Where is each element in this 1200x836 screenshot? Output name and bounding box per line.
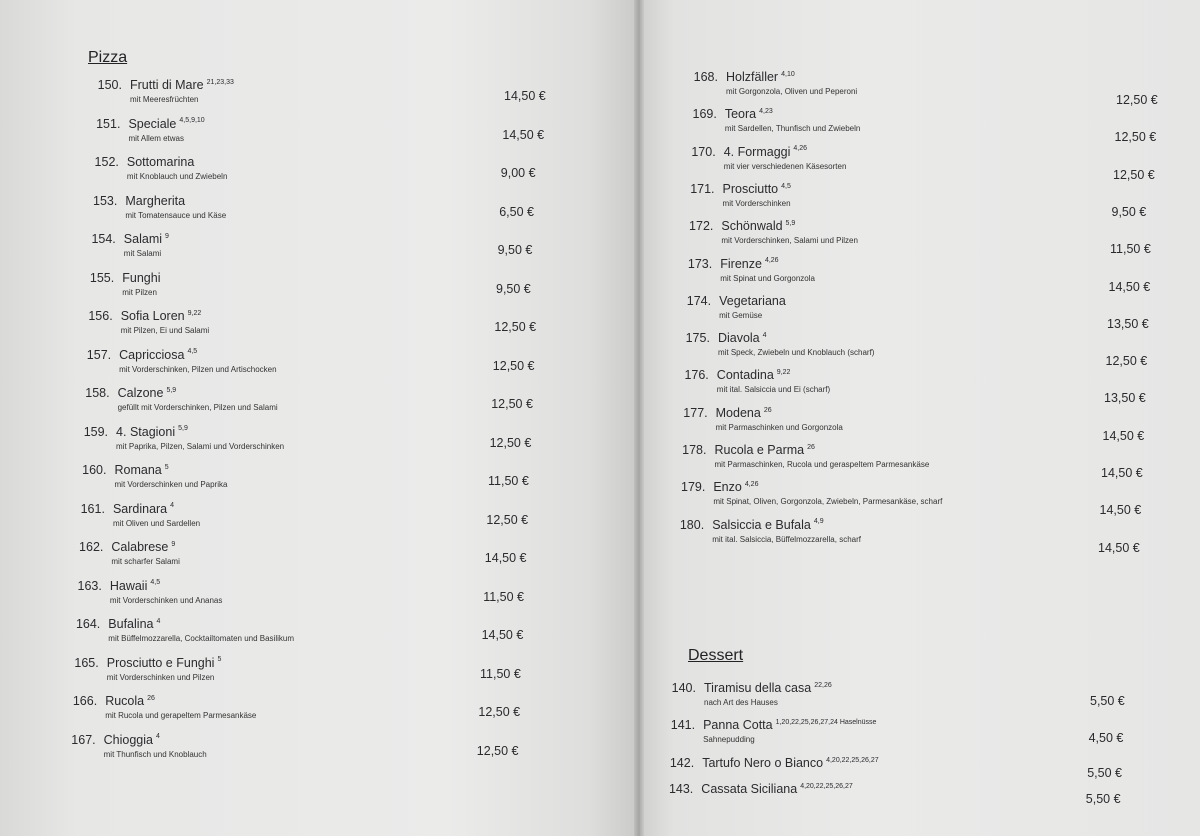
item-price: 13,50 € bbox=[1104, 391, 1146, 406]
item-number: 175. bbox=[685, 331, 710, 346]
item-name: Panna Cotta bbox=[703, 718, 773, 732]
menu-item bbox=[651, 782, 852, 798]
item-name: Sofia Loren bbox=[120, 309, 185, 323]
item-description: mit Sardellen, Thunfisch und Zwiebeln bbox=[724, 124, 861, 134]
item-name: Calabrese bbox=[111, 540, 169, 554]
allergen-codes: 5,9 bbox=[785, 220, 796, 228]
item-name: Schönwald bbox=[721, 219, 783, 234]
item-description: mit Meeresfrüchten bbox=[130, 95, 199, 104]
item-line bbox=[74, 232, 169, 248]
item-number: 156. bbox=[88, 309, 113, 323]
menu-item bbox=[69, 348, 276, 374]
item-description: mit Pilzen bbox=[122, 287, 157, 297]
item-description: mit ital. Salsiccia, Büffelmozzarella, scharf bbox=[712, 534, 861, 544]
item-description: mit Paprika, Pilzen, Salami und Vorderschinken bbox=[116, 441, 285, 451]
item-price: 12,50 € bbox=[491, 397, 533, 411]
item-number: 163. bbox=[77, 578, 102, 593]
item-number: 166. bbox=[72, 694, 98, 708]
item-description: mit Speck, Zwiebeln und Knoblauch (scharf) bbox=[717, 348, 875, 358]
item-name: Hawaii bbox=[109, 578, 148, 593]
item-line bbox=[662, 518, 861, 534]
item-price: 12,50 € bbox=[1114, 130, 1157, 145]
item-number: 178. bbox=[682, 443, 707, 457]
item-line bbox=[652, 756, 878, 772]
item-price: 12,50 € bbox=[478, 705, 521, 719]
item-price: 9,50 € bbox=[497, 243, 533, 257]
allergen-codes: 21,23,33 bbox=[206, 78, 234, 86]
item-description: mit ital. Salsiccia und Ei (scharf) bbox=[716, 385, 831, 395]
item-line bbox=[651, 782, 852, 798]
item-name: Rucola bbox=[105, 694, 145, 708]
menu-item bbox=[667, 368, 830, 394]
item-description: mit Vorderschinken, Pilzen und Artischocken bbox=[119, 364, 277, 374]
allergen-codes: 5 bbox=[217, 656, 222, 664]
item-description: mit Parmaschinken, Rucola und geraspeltem Parmesankäse bbox=[714, 460, 930, 469]
menu-item bbox=[75, 194, 226, 220]
item-line bbox=[61, 540, 179, 556]
item-description: mit Tomatensauce und Käse bbox=[125, 210, 227, 220]
allergen-codes: 4,26 bbox=[764, 257, 779, 265]
item-name: Calzone bbox=[117, 386, 164, 400]
menu-item bbox=[58, 617, 294, 643]
item-description: mit Allem etwas bbox=[128, 133, 185, 143]
item-name: Rucola e Parma bbox=[714, 443, 805, 457]
item-name: Tiramisu della casa bbox=[704, 681, 812, 695]
item-number: 141. bbox=[670, 718, 696, 732]
item-number: 161. bbox=[80, 501, 105, 516]
menu-item bbox=[665, 443, 930, 469]
menu-item bbox=[60, 579, 223, 605]
menu-item bbox=[57, 656, 222, 682]
item-line bbox=[71, 309, 209, 325]
item-line bbox=[665, 443, 930, 459]
item-name: Funghi bbox=[122, 270, 161, 285]
allergen-codes: 1,20,22,25,26,27,24 Haselnüsse bbox=[775, 718, 877, 726]
item-number: 168. bbox=[693, 70, 718, 84]
item-line bbox=[65, 463, 228, 479]
item-price: 12,50 € bbox=[486, 512, 529, 527]
allergen-codes: 26 bbox=[807, 443, 815, 451]
allergen-codes: 4,26 bbox=[744, 481, 759, 489]
item-description: mit Thunfisch und Knoblauch bbox=[103, 749, 207, 759]
allergen-codes: 4,23 bbox=[759, 108, 773, 116]
item-description: mit Parmaschinken und Gorgonzola bbox=[715, 422, 843, 432]
allergen-codes: 4 bbox=[170, 502, 175, 510]
item-price: 12,50 € bbox=[1113, 167, 1155, 182]
item-price: 11,50 € bbox=[480, 666, 521, 681]
item-name: Prosciutto e Funghi bbox=[106, 655, 215, 670]
item-name: Tartufo Nero o Bianco bbox=[702, 756, 824, 770]
item-description: mit Vorderschinken und Ananas bbox=[109, 595, 223, 605]
item-name: Holzfäller bbox=[726, 70, 779, 84]
item-price: 11,50 € bbox=[1110, 242, 1151, 257]
item-number: 160. bbox=[82, 463, 107, 477]
item-price: 14,50 € bbox=[1102, 428, 1145, 443]
allergen-codes: 4,26 bbox=[793, 145, 808, 153]
menu-item bbox=[63, 502, 200, 528]
item-line bbox=[77, 155, 228, 171]
allergen-codes: 5 bbox=[164, 463, 169, 471]
item-number: 154. bbox=[91, 232, 116, 246]
pizza-heading: Pizza bbox=[88, 49, 128, 66]
item-name: Contadina bbox=[716, 368, 774, 383]
item-line bbox=[66, 425, 284, 441]
menu-item bbox=[54, 733, 207, 759]
item-price: 12,50 € bbox=[492, 358, 535, 373]
item-number: 172. bbox=[689, 219, 714, 234]
item-name: Diavola bbox=[717, 331, 760, 346]
item-name: Bufalina bbox=[108, 617, 154, 631]
menu-item bbox=[71, 309, 209, 335]
item-line bbox=[663, 480, 942, 496]
menu-item bbox=[673, 182, 791, 208]
item-line bbox=[63, 502, 200, 518]
item-price: 13,50 € bbox=[1107, 316, 1149, 331]
item-price: 9,50 € bbox=[496, 281, 531, 296]
item-name: Salsiccia e Bufala bbox=[712, 517, 811, 532]
item-description: mit Spinat und Gorgonzola bbox=[720, 273, 815, 283]
item-line bbox=[666, 406, 843, 422]
menu-item bbox=[74, 232, 169, 258]
allergen-codes: 9 bbox=[171, 540, 176, 548]
allergen-codes: 4,10 bbox=[781, 70, 795, 78]
allergen-codes: 4 bbox=[762, 331, 767, 339]
item-price: 14,50 € bbox=[1098, 540, 1140, 555]
item-name: Firenze bbox=[720, 256, 762, 271]
item-line bbox=[80, 78, 234, 94]
allergen-codes: 4,5 bbox=[187, 348, 198, 356]
allergen-codes: 4,5,9,10 bbox=[179, 117, 205, 125]
allergen-codes: 5,9 bbox=[166, 386, 177, 394]
item-description: mit Salami bbox=[123, 249, 162, 258]
item-line bbox=[68, 386, 278, 402]
menu-item bbox=[654, 681, 832, 707]
item-description: mit Vorderschinken bbox=[722, 198, 791, 208]
item-line bbox=[671, 219, 858, 235]
item-name: Modena bbox=[715, 405, 761, 420]
allergen-codes: 4 bbox=[156, 617, 161, 625]
item-number: 165. bbox=[74, 655, 99, 670]
allergen-codes: 4,20,22,25,26,27 bbox=[800, 782, 853, 790]
item-number: 180. bbox=[679, 517, 705, 532]
item-number: 142. bbox=[669, 756, 695, 770]
item-line bbox=[78, 117, 204, 133]
menu-item bbox=[662, 518, 861, 544]
allergen-codes: 4,5 bbox=[781, 182, 791, 190]
menu-item bbox=[669, 294, 786, 320]
item-price: 9,00 € bbox=[500, 166, 536, 180]
item-number: 159. bbox=[83, 424, 109, 439]
item-line bbox=[654, 681, 832, 697]
item-price: 12,50 € bbox=[1105, 354, 1148, 369]
menu-item bbox=[61, 540, 179, 566]
item-line bbox=[58, 617, 294, 633]
allergen-codes: 4 bbox=[155, 733, 160, 741]
item-name: Sottomarina bbox=[126, 155, 195, 169]
item-line bbox=[69, 348, 276, 364]
allergen-codes: 4,5 bbox=[150, 579, 161, 587]
allergen-codes: 9,22 bbox=[187, 309, 202, 317]
item-number: 158. bbox=[85, 386, 110, 400]
item-number: 151. bbox=[96, 116, 121, 131]
item-number: 171. bbox=[690, 181, 715, 196]
menu-item bbox=[652, 756, 878, 772]
item-number: 157. bbox=[86, 347, 112, 362]
item-price: 9,50 € bbox=[1111, 204, 1147, 219]
item-line bbox=[676, 70, 857, 86]
item-name: Capricciosa bbox=[119, 347, 185, 362]
menu-item bbox=[653, 718, 876, 744]
item-name: Chioggia bbox=[103, 732, 153, 747]
allergen-codes: 4,9 bbox=[813, 518, 824, 526]
item-price: 5,50 € bbox=[1087, 766, 1122, 780]
item-description: mit Gemüse bbox=[719, 310, 763, 320]
menu-item bbox=[72, 271, 160, 297]
menu-item bbox=[670, 257, 815, 283]
item-number: 169. bbox=[692, 107, 717, 122]
item-price: 12,50 € bbox=[1116, 93, 1158, 107]
item-number: 173. bbox=[687, 256, 713, 271]
item-price: 12,50 € bbox=[476, 743, 519, 758]
item-number: 167. bbox=[71, 732, 96, 747]
item-price: 11,50 € bbox=[483, 589, 524, 604]
item-line bbox=[57, 656, 222, 672]
item-price: 12,50 € bbox=[494, 320, 537, 334]
item-number: 176. bbox=[684, 368, 709, 383]
menu-item bbox=[666, 406, 843, 432]
item-name: Vegetariana bbox=[719, 293, 786, 308]
item-line bbox=[669, 294, 786, 310]
item-price: 14,50 € bbox=[502, 127, 545, 142]
book-fold bbox=[634, 0, 644, 836]
menu-item bbox=[671, 219, 858, 245]
item-name: Enzo bbox=[713, 480, 742, 495]
item-price: 14,50 € bbox=[481, 628, 524, 642]
menu-item bbox=[68, 386, 278, 412]
item-description: mit Gorgonzola, Oliven und Peperoni bbox=[726, 87, 858, 96]
item-name: Sardinara bbox=[112, 501, 168, 516]
item-name: Salami bbox=[123, 232, 163, 246]
item-line bbox=[675, 107, 860, 123]
item-name: 4. Formaggi bbox=[723, 144, 791, 159]
item-line bbox=[60, 579, 223, 595]
item-number: 152. bbox=[94, 155, 119, 169]
menu-item bbox=[66, 425, 284, 451]
item-price: 11,50 € bbox=[488, 474, 529, 488]
item-price: 5,50 € bbox=[1085, 792, 1121, 806]
item-price: 14,50 € bbox=[484, 551, 527, 565]
item-number: 177. bbox=[683, 405, 708, 420]
item-line bbox=[674, 145, 847, 161]
item-name: Margherita bbox=[125, 193, 186, 208]
item-price: 14,50 € bbox=[1108, 279, 1151, 294]
item-description: mit Knoblauch und Zwiebeln bbox=[126, 172, 228, 181]
item-description: mit Vorderschinken und Paprika bbox=[114, 480, 228, 489]
item-line bbox=[667, 368, 830, 384]
item-description: mit Rucola und gerapeltem Parmesankäse bbox=[105, 711, 257, 720]
item-number: 179. bbox=[681, 480, 706, 495]
item-number: 150. bbox=[97, 78, 122, 92]
item-price: 14,50 € bbox=[1099, 503, 1142, 518]
item-number: 140. bbox=[671, 681, 696, 695]
item-description: mit scharfer Salami bbox=[111, 557, 180, 566]
item-line bbox=[72, 271, 160, 287]
item-line bbox=[75, 194, 226, 210]
menu-item bbox=[65, 463, 228, 489]
item-name: Teora bbox=[724, 107, 757, 122]
menu-item bbox=[78, 117, 204, 143]
item-number: 174. bbox=[686, 293, 712, 308]
item-line bbox=[653, 718, 876, 734]
item-price: 12,50 € bbox=[489, 435, 532, 450]
item-line bbox=[55, 694, 256, 710]
allergen-codes: 4,20,22,25,26,27 bbox=[826, 756, 879, 764]
item-line bbox=[668, 331, 875, 347]
item-number: 164. bbox=[75, 617, 101, 631]
allergen-codes: 9,22 bbox=[776, 369, 791, 377]
menu-item bbox=[674, 145, 847, 171]
item-line bbox=[670, 257, 815, 273]
item-description: mit Pilzen, Ei und Salami bbox=[120, 326, 210, 335]
menu-item bbox=[675, 107, 860, 133]
item-description: mit Oliven und Sardellen bbox=[112, 518, 201, 528]
item-line bbox=[673, 182, 791, 198]
item-description: mit Vorderschinken und Pilzen bbox=[106, 672, 215, 682]
item-price: 5,50 € bbox=[1090, 694, 1125, 708]
item-description: mit Büffelmozzarella, Cocktailtomaten und Basilikum bbox=[108, 634, 295, 643]
item-line bbox=[54, 733, 207, 749]
item-price: 6,50 € bbox=[499, 204, 534, 219]
allergen-codes: 22,26 bbox=[814, 681, 832, 689]
allergen-codes: 26 bbox=[763, 406, 772, 414]
item-description: nach Art des Hauses bbox=[704, 698, 778, 707]
item-description: Sahnepudding bbox=[703, 735, 755, 744]
item-name: Romana bbox=[114, 463, 162, 477]
item-description: mit Spinat, Oliven, Gorgonzola, Zwiebeln, Parmesankäse, scharf bbox=[713, 497, 943, 507]
item-name: Prosciutto bbox=[722, 181, 779, 196]
allergen-codes: 9 bbox=[165, 232, 169, 240]
dessert-heading: Dessert bbox=[688, 647, 744, 664]
item-price: 4,50 € bbox=[1088, 731, 1124, 745]
item-name: Speciale bbox=[128, 116, 177, 131]
item-number: 155. bbox=[89, 270, 115, 285]
menu-item bbox=[55, 694, 256, 720]
item-number: 170. bbox=[691, 144, 716, 159]
item-description: gefüllt mit Vorderschinken, Pilzen und Salami bbox=[117, 403, 278, 412]
menu-item bbox=[668, 331, 875, 357]
menu-item bbox=[676, 70, 857, 96]
item-description: mit Vorderschinken, Salami und Pilzen bbox=[721, 236, 858, 246]
menu-item bbox=[80, 78, 234, 104]
item-number: 143. bbox=[668, 782, 694, 796]
item-number: 153. bbox=[93, 193, 118, 208]
item-name: Cassata Siciliana bbox=[701, 782, 798, 796]
allergen-codes: 5,9 bbox=[178, 425, 188, 433]
allergen-codes: 26 bbox=[147, 694, 155, 702]
item-description: mit vier verschiedenen Käsesorten bbox=[723, 161, 847, 171]
menu-item bbox=[77, 155, 228, 181]
item-name: 4. Stagioni bbox=[116, 424, 176, 439]
menu-item bbox=[663, 480, 942, 506]
item-name: Frutti di Mare bbox=[130, 78, 204, 92]
item-price: 14,50 € bbox=[1101, 466, 1143, 480]
item-number: 162. bbox=[79, 540, 104, 554]
item-price: 14,50 € bbox=[504, 89, 546, 103]
